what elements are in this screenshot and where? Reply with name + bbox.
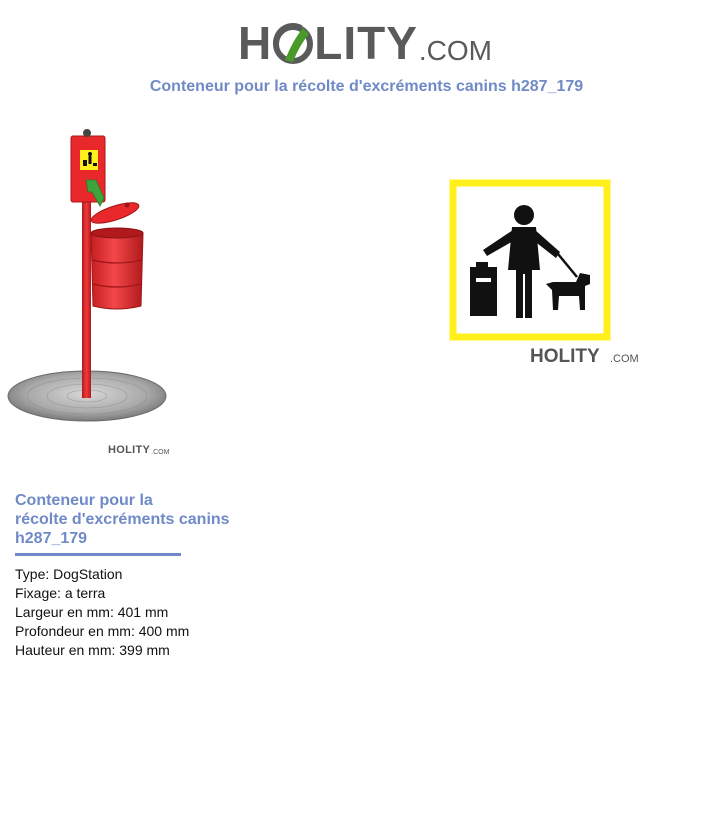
spec-value: 399 mm	[119, 642, 170, 658]
dog-waste-station-image	[0, 120, 190, 465]
product-name-line: h287_179	[15, 530, 88, 547]
spec-label: Type	[15, 566, 46, 582]
product-name-line: récolte d'excréments canins	[15, 511, 230, 528]
spec-value: 401 mm	[117, 604, 169, 620]
spec-value: a terra	[64, 585, 106, 601]
title-underline	[15, 553, 181, 556]
holity-logo	[238, 10, 493, 69]
spec-row: Fixage: a terra	[15, 585, 106, 601]
dog-waste-pictogram-icon	[440, 170, 655, 375]
product-name	[15, 491, 245, 548]
logo-letters-lity: LITY	[314, 17, 418, 69]
pictogram-watermark	[530, 346, 639, 367]
product-name-line: Conteneur pour la	[15, 492, 153, 509]
spec-row: Profondeur en mm: 400 mm	[15, 623, 190, 639]
svg-text:.COM: .COM	[610, 353, 639, 365]
photo-watermark: HOLITY .COM	[108, 444, 170, 456]
logo-tld: .COM	[418, 35, 493, 66]
spec-list	[15, 565, 189, 660]
logo-letter-h: H	[238, 17, 273, 69]
spec-value: 400 mm	[138, 623, 190, 639]
spec-row: Hauteur en mm: 399 mm	[15, 642, 170, 658]
spec-row: Type: DogStation	[15, 566, 123, 582]
spec-label: Hauteur en mm	[15, 642, 112, 658]
spec-value: DogStation	[53, 566, 123, 582]
holity-logo-icon	[273, 20, 313, 66]
svg-text:HOLITY: HOLITY	[530, 346, 600, 367]
spec-row: Largeur en mm: 401 mm	[15, 604, 169, 620]
spec-label: Fixage	[15, 585, 58, 601]
spec-label: Profondeur en mm	[15, 623, 131, 639]
logo-brand	[238, 17, 418, 69]
page-title: Conteneur pour la récolte d'excréments canins h287_179	[149, 78, 584, 95]
spec-label: Largeur en mm	[15, 604, 110, 620]
